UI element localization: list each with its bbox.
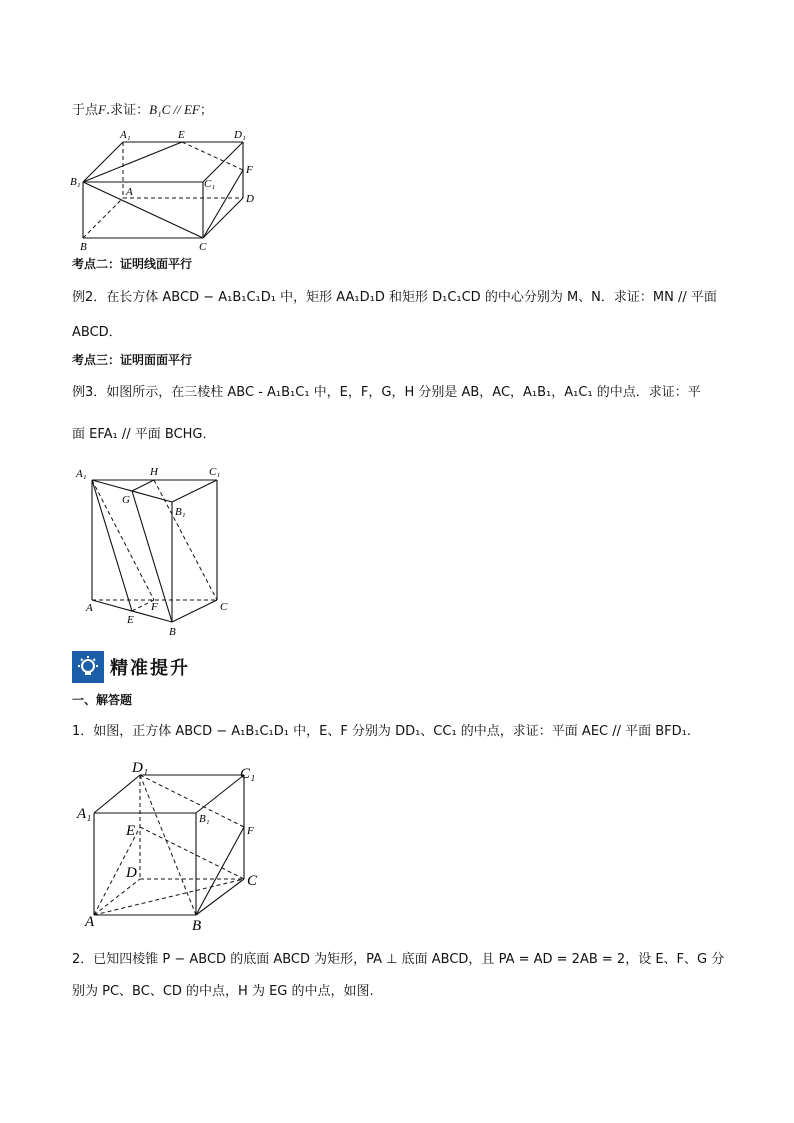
label-h: H <box>150 466 158 478</box>
seg-g-h <box>132 480 154 491</box>
section3-heading: 考点三：证明面面平行 <box>72 353 193 367</box>
label-d1: D₁ <box>234 129 246 141</box>
label-c1: C₁ <box>240 766 256 782</box>
label-a: A <box>126 186 133 198</box>
label-b1: B₁ <box>175 506 186 518</box>
intro-line <box>72 100 213 121</box>
intro-point: F <box>98 102 106 117</box>
edge-d1-a1 <box>94 775 140 813</box>
label-b1: B₁ <box>199 813 210 825</box>
label-f: F <box>247 825 254 837</box>
label-d1: D₁ <box>132 760 149 776</box>
seg-b1-c <box>83 182 203 238</box>
banner-title: 精准提升 <box>110 658 190 679</box>
label-d: D <box>246 193 254 205</box>
label-a: A <box>85 914 95 930</box>
label-a1: A₁ <box>77 806 92 822</box>
label-g: G <box>122 494 130 506</box>
q2-line1: 2．已知四棱锥 P − ABCD 的底面 ABCD 为矩形，PA ⊥ 底面 ABCD，且 PA = AD = 2AB = 2，设 E、F、G 分 <box>72 952 725 967</box>
edge-b1-c1 <box>172 480 217 502</box>
seg-b1-e <box>83 142 182 182</box>
intro-suffix: ； <box>199 103 213 118</box>
label-b: B <box>80 241 87 253</box>
seg-d1-b <box>140 775 196 915</box>
seg-d1-f <box>140 775 244 827</box>
label-b: B <box>192 918 202 934</box>
ex3-line2: 面 EFA₁ // 平面 BCHG． <box>72 427 216 442</box>
label-c: C <box>220 601 228 613</box>
label-d: D <box>126 865 137 881</box>
label-a1: A₁ <box>76 468 87 480</box>
label-b: B <box>169 626 176 638</box>
ex2-line2: ABCD． <box>72 325 122 340</box>
edge-b-c <box>172 600 217 622</box>
label-a1: A₁ <box>120 129 131 141</box>
edge-b-a <box>83 198 123 238</box>
q1-text: 1．如图，正方体 ABCD − A₁B₁C₁D₁ 中，E、F 分别为 DD₁、CC₁ 的中点，求证：平面 AEC // 平面 BFD₁. <box>72 724 692 739</box>
label-c1: C₁ <box>204 178 216 190</box>
edge-a1-b1 <box>83 142 123 182</box>
ex2-line1: 例2．在长方体 ABCD − A₁B₁C₁D₁ 中，矩形 AA₁D₁D 和矩形 D₁C₁CD 的中心分别为 M、N．求证：MN // 平面 <box>72 290 717 305</box>
label-f: F <box>151 601 158 613</box>
label-b1: B₁ <box>70 176 81 188</box>
ex3-line1: 例3．如图所示，在三棱柱 ABC - A₁B₁C₁ 中，E，F，G，H 分别是 AB，AC，A₁B₁，A₁C₁ 的中点．求证：平 <box>72 385 701 400</box>
edge-b1-c1 <box>196 775 244 813</box>
intro-prefix: 于点 <box>72 103 99 118</box>
label-c: C <box>199 241 207 253</box>
q2-line2: 别为 PC、BC、CD 的中点，H 为 EG 的中点，如图. <box>72 984 374 999</box>
lightbulb-icon <box>72 651 104 683</box>
intro-mid: .求证： <box>105 103 150 118</box>
edge-c1-d1 <box>203 142 243 182</box>
seg-e-c <box>140 827 244 879</box>
label-e: E <box>178 129 185 141</box>
figure-box-1 <box>66 125 266 255</box>
section-banner <box>72 650 190 684</box>
seg-b-f <box>196 827 244 915</box>
label-e: E <box>127 614 134 626</box>
label-a: A <box>86 602 93 614</box>
figure-prism <box>72 460 232 640</box>
label-c: C <box>247 873 258 889</box>
label-c1: C₁ <box>209 466 221 478</box>
answer-heading: 一、解答题 <box>72 693 133 707</box>
label-e: E <box>126 823 136 839</box>
label-f: F <box>246 164 253 176</box>
section2-heading: 考点二：证明线面平行 <box>72 257 193 271</box>
figure-cube <box>72 760 272 935</box>
seg-e-f <box>182 142 243 170</box>
seg-h-c <box>154 480 217 600</box>
intro-statement: B₁C // EF <box>149 102 200 117</box>
